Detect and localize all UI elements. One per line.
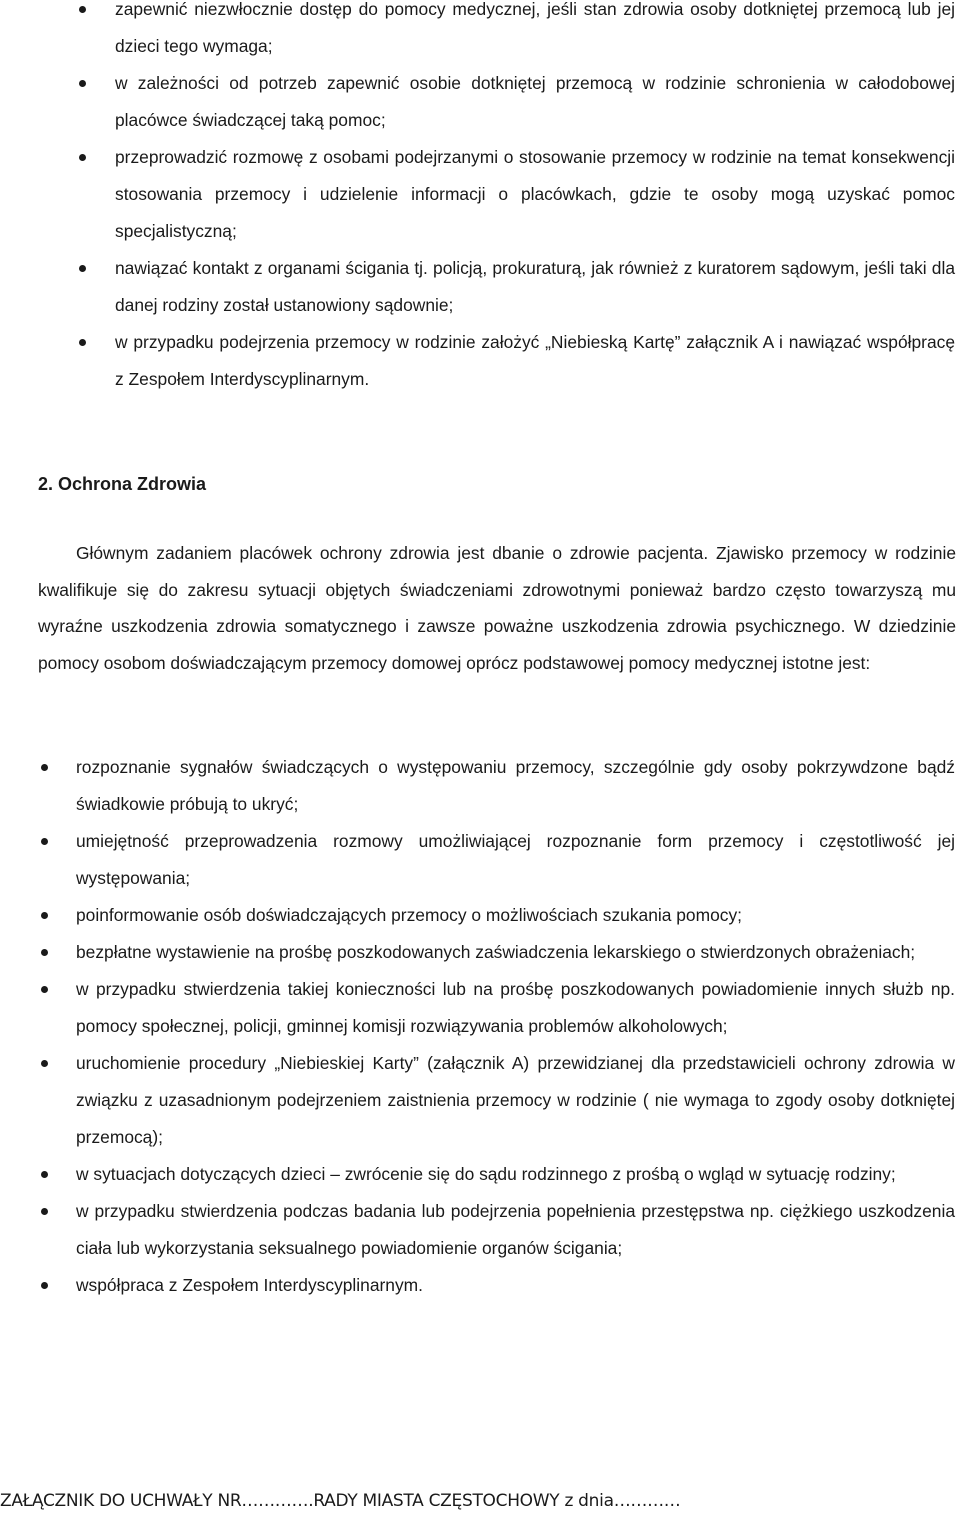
list-item-text: w sytuacjach dotyczących dzieci – zwrócenie się do sądu rodzinnego z prośbą o wgląd w sytuację rodziny; xyxy=(76,1164,896,1184)
section-number: 2. xyxy=(38,474,54,494)
bullet-icon xyxy=(41,838,48,845)
list-item-text: w przypadku stwierdzenia takiej konieczności lub na prośbę poszkodowanych powiadomienie innych służb np. pomocy społecznej, policji, gminnej komisji rozwiązywania problemów alkoholowych; xyxy=(76,979,955,1036)
bullet-icon xyxy=(41,912,48,919)
list-item-text: rozpoznanie sygnałów świadczących o występowaniu przemocy, szczególnie gdy osoby pokrzywdzone bądź świadkowie próbują to ukryć; xyxy=(76,757,955,814)
bullet-icon xyxy=(79,265,86,272)
list-item xyxy=(0,65,960,139)
list-item xyxy=(0,0,960,65)
bullet-icon xyxy=(79,6,86,13)
list-item-text: zapewnić niezwłocznie dostęp do pomocy medycznej, jeśli stan zdrowia osoby dotkniętej przemocą lub jej dzieci tego wymaga; xyxy=(115,0,955,56)
bullet-icon xyxy=(41,1060,48,1067)
top-bullet-list xyxy=(0,0,960,398)
list-item-text: w zależności od potrzeb zapewnić osobie dotkniętej przemocą w rodzinie schronienia w całodobowej placówce świadczącej taką pomoc; xyxy=(115,73,955,130)
bullet-icon xyxy=(79,154,86,161)
list-item-text: w przypadku podejrzenia przemocy w rodzinie założyć „Niebieską Kartę” załącznik A i nawiązać współpracę z Zespołem Interdyscyplinarnym. xyxy=(115,332,955,389)
bullet-icon xyxy=(79,339,86,346)
list-item xyxy=(0,324,960,398)
list-item-text: bezpłatne wystawienie na prośbę poszkodowanych zaświadczenia lekarskiego o stwierdzonych obrażeniach; xyxy=(76,942,916,962)
list-item xyxy=(0,1045,960,1156)
list-item xyxy=(0,823,960,897)
page-footer: ZAŁĄCZNIK DO UCHWAŁY NR………….RADY MIASTA CZĘSTOCHOWY z dnia………… xyxy=(0,1491,681,1511)
list-item xyxy=(0,971,960,1045)
bullet-icon xyxy=(79,80,86,87)
list-item-text: przeprowadzić rozmowę z osobami podejrzanymi o stosowanie przemocy w rodzinie na temat konsekwencji stosowania przemocy i udzielenie informacji o placówkach, gdzie te osoby mogą uzyskać pomoc specjalistyczną; xyxy=(115,147,955,241)
list-item xyxy=(0,1156,960,1193)
list-item-text: nawiązać kontakt z organami ścigania tj. policją, prokuraturą, jak również z kuratorem sądowym, jeśli taki dla danej rodziny został ustanowiony sądownie; xyxy=(115,258,955,315)
bullet-icon xyxy=(41,949,48,956)
list-item-text: umiejętność przeprowadzenia rozmowy umożliwiającej rozpoznanie form przemocy i częstotliwość jej występowania; xyxy=(76,831,955,888)
list-item xyxy=(0,934,960,971)
bottom-bullet-list xyxy=(0,749,960,1304)
list-item-text: uruchomienie procedury „Niebieskiej Karty” (załącznik A) przewidzianej dla przedstawicieli ochrony zdrowia w związku z uzasadnionym podejrzeniem zaistnienia przemocy w rodzinie ( nie wymaga to zgody osoby dotkniętej przemocą); xyxy=(76,1053,955,1147)
bullet-icon xyxy=(41,1282,48,1289)
bullet-icon xyxy=(41,1171,48,1178)
list-item xyxy=(0,250,960,324)
bullet-icon xyxy=(41,986,48,993)
list-item xyxy=(0,749,960,823)
list-item-text: w przypadku stwierdzenia podczas badania lub podejrzenia popełnienia przestępstwa np. ciężkiego uszkodzenia ciała lub wykorzystania seksualnego powiadomienie organów ścigania; xyxy=(76,1201,955,1258)
bullet-icon xyxy=(41,764,48,771)
intro-paragraph: Głównym zadaniem placówek ochrony zdrowia jest dbanie o zdrowie pacjenta. Zjawisko przemocy w rodzinie kwalifikuje się do zakresu sytuacji objętych świadczeniami zdrowotnymi ponieważ bardzo często towarzyszą mu wyraźne uszkodzenia zdrowia somatycznego i zawsze poważne uszkodzenia zdrowia psychicznego. W dziedzinie pomocy osobom doświadczającym przemocy domowej oprócz podstawowej pomocy medycznej istotne jest: xyxy=(38,543,956,673)
list-item-text: poinformowanie osób doświadczających przemocy o możliwościach szukania pomocy; xyxy=(76,905,742,925)
list-item xyxy=(0,897,960,934)
list-item xyxy=(0,1193,960,1267)
bullet-icon xyxy=(41,1208,48,1215)
list-item xyxy=(0,1267,960,1304)
list-item-text: współpraca z Zespołem Interdyscyplinarnym. xyxy=(76,1275,423,1295)
section-title: Ochrona Zdrowia xyxy=(58,474,207,494)
section-heading xyxy=(38,474,206,495)
list-item xyxy=(0,139,960,250)
